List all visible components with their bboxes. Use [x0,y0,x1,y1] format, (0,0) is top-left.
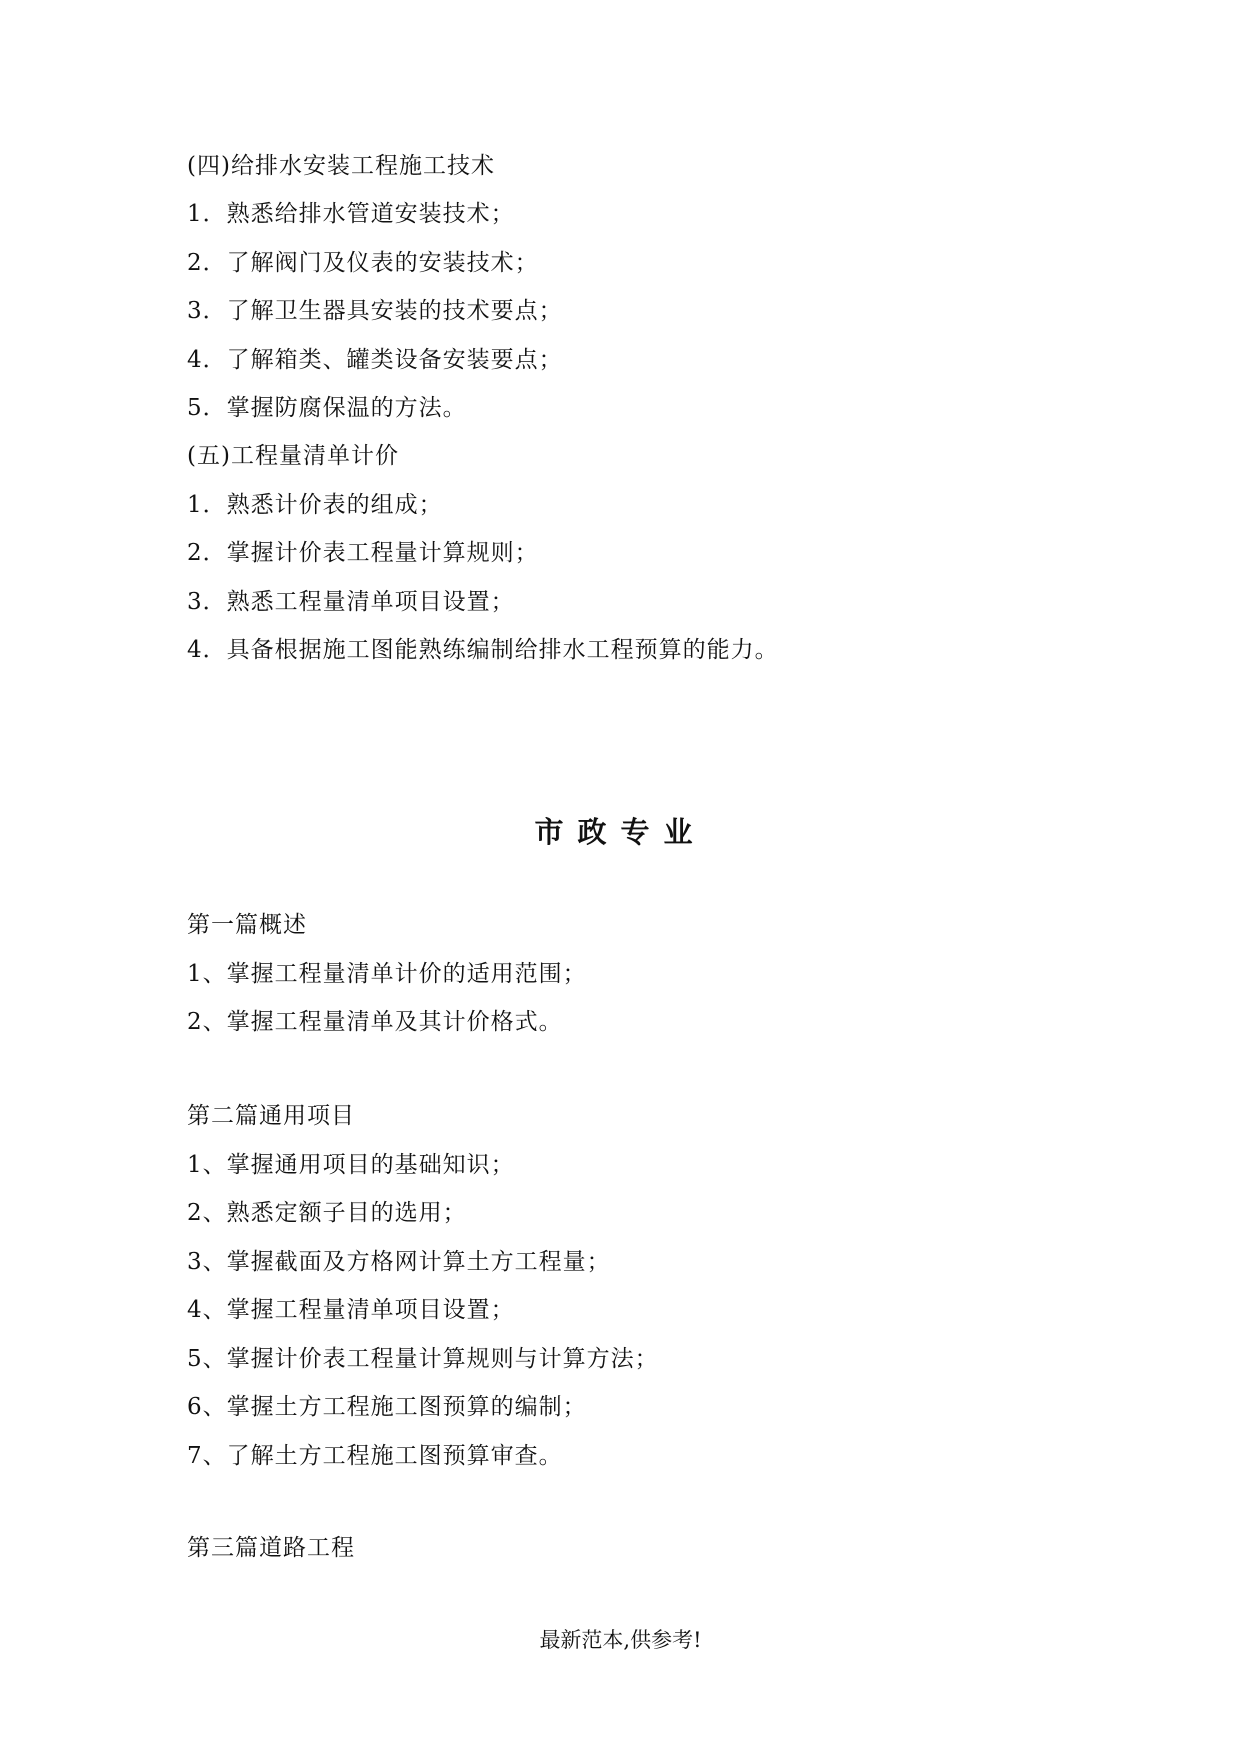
section-four-item: 1．熟悉给排水管道安装技术； [187,201,515,227]
part-two-item: 4、掌握工程量清单项目设置； [187,1297,515,1323]
section-five-title: (五)工程量清单计价 [187,443,399,469]
section-four-title: (四)给排水安装工程施工技术 [187,153,495,179]
part-two-item: 5、掌握计价表工程量计算规则与计算方法； [187,1346,659,1372]
part-one-item: 1、掌握工程量清单计价的适用范围； [187,961,587,987]
part-two-item: 2、熟悉定额子目的选用； [187,1200,467,1226]
part-three-title: 第三篇道路工程 [187,1535,355,1561]
section-four-item: 5．掌握防腐保温的方法。 [187,395,467,421]
section-five-item: 1．熟悉计价表的组成； [187,492,443,518]
section-four-item: 4．了解箱类、罐类设备安装要点； [187,347,563,373]
page-footer: 最新范本,供参考! [539,1628,702,1652]
section-four-item: 2．了解阀门及仪表的安装技术； [187,250,539,276]
section-five-item: 2．掌握计价表工程量计算规则； [187,540,539,566]
major-heading: 市政专业 [534,815,707,849]
part-two-item: 6、掌握土方工程施工图预算的编制； [187,1394,587,1420]
part-two-title: 第二篇通用项目 [187,1103,355,1129]
part-two-item: 1、掌握通用项目的基础知识； [187,1152,515,1178]
section-five-item: 4．具备根据施工图能熟练编制给排水工程预算的能力。 [187,637,779,663]
part-two-item: 3、掌握截面及方格网计算土方工程量； [187,1249,611,1275]
part-one-title: 第一篇概述 [187,912,307,938]
section-five-item: 3．熟悉工程量清单项目设置； [187,589,515,615]
part-two-item: 7、了解土方工程施工图预算审查。 [187,1443,563,1469]
part-one-item: 2、掌握工程量清单及其计价格式。 [187,1009,563,1035]
section-four-item: 3．了解卫生器具安装的技术要点； [187,298,563,324]
